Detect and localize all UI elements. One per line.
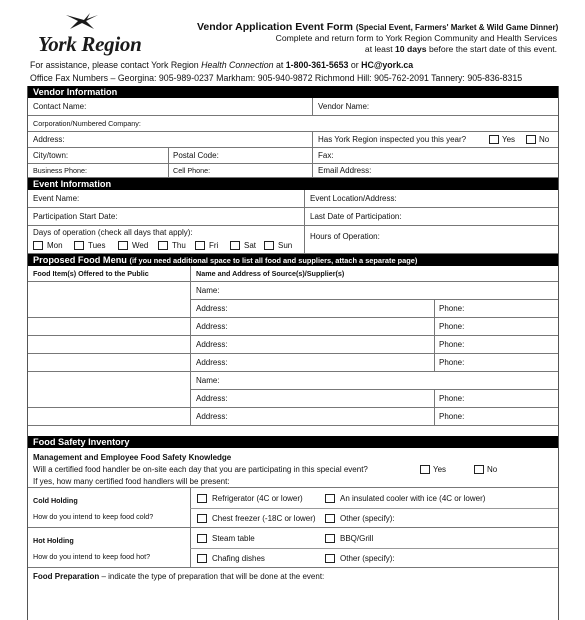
chest-freezer-checkbox[interactable] — [197, 514, 207, 523]
inspected-yes-label: Yes — [502, 135, 516, 144]
day-sun-checkbox[interactable] — [264, 241, 274, 250]
assistance-line: For assistance, please contact York Region Health Connection at 1-800-361-5653 or HC@york.ca — [30, 60, 414, 70]
inspected-yes-checkbox[interactable] — [489, 135, 499, 144]
day-thu-label: Thu — [172, 241, 186, 250]
company-field[interactable]: Corporation/Numbered Company: — [33, 119, 141, 128]
bbq-grill-checkbox[interactable] — [325, 534, 335, 543]
instruction-line-1: Complete and return form to York Region Community and Health Services — [275, 33, 557, 43]
steam-table-label: Steam table — [212, 534, 255, 543]
day-tues-checkbox[interactable] — [74, 241, 84, 250]
vendor-row-2 — [28, 116, 558, 132]
instruction-line-2: at least 10 days before the start date of this event. — [364, 44, 557, 54]
insulated-cooler-checkbox[interactable] — [325, 494, 335, 503]
fax-field[interactable]: Fax: — [318, 151, 334, 160]
vendor-row-4 — [28, 148, 558, 164]
contact-name-field[interactable]: Contact Name: — [33, 102, 87, 111]
food-preparation-title: Food Preparation — [33, 572, 100, 581]
logo-text: York Region — [38, 32, 142, 56]
hot-holding-block — [28, 528, 558, 568]
menu-note: (if you need additional space to list all food and suppliers, attach a separate page) — [129, 256, 418, 265]
supplier-phone-field[interactable]: Phone: — [439, 340, 465, 349]
event-row-2 — [28, 208, 558, 226]
event-row-3 — [28, 226, 558, 254]
certified-handler-question: Will a certified food handler be on-site each day that you are participating in this special event? — [33, 465, 368, 474]
menu-entry-5-name — [28, 372, 558, 390]
day-fri-checkbox[interactable] — [195, 241, 205, 250]
cold-holding-block — [28, 488, 558, 528]
form-header — [197, 22, 557, 55]
chafing-dishes-checkbox[interactable] — [197, 554, 207, 563]
refrigerator-checkbox[interactable] — [197, 494, 207, 503]
vendor-section-header: Vendor Information — [28, 86, 558, 98]
refrigerator-label: Refrigerator (4C or lower) — [212, 494, 303, 503]
steam-table-checkbox[interactable] — [197, 534, 207, 543]
inspected-no-label: No — [539, 135, 550, 144]
day-thu-checkbox[interactable] — [158, 241, 168, 250]
email-link[interactable]: HC@york.ca — [361, 60, 414, 70]
menu-entry-5-address — [28, 390, 558, 408]
supplier-phone-field[interactable]: Phone: — [439, 394, 465, 403]
day-sun-label: Sun — [278, 241, 293, 250]
postal-code-field[interactable]: Postal Code: — [173, 151, 219, 160]
event-section-header: Event Information — [28, 178, 558, 190]
day-tues-label: Tues — [88, 241, 106, 250]
menu-column-headers — [28, 266, 558, 282]
cold-holding-question: How do you intend to keep food cold? — [33, 512, 154, 521]
bbq-grill-label: BBQ/Grill — [340, 534, 374, 543]
email-field[interactable]: Email Address: — [318, 166, 372, 175]
supplier-phone-field[interactable]: Phone: — [439, 322, 465, 331]
menu-entry-2-address — [28, 318, 558, 336]
supplier-name-field[interactable]: Name: — [196, 376, 220, 385]
supplier-address-field[interactable]: Address: — [196, 340, 228, 349]
fax-numbers-line: Office Fax Numbers – Georgina: 905-989-0237 Markham: 905-940-9872 Richmond Hill: 905-762-2091 Tannery: 905-836-8315 — [30, 73, 523, 83]
supplier-address-field[interactable]: Address: — [196, 322, 228, 331]
vendor-row-5 — [28, 164, 558, 178]
city-field[interactable]: City/town: — [33, 151, 69, 160]
phone-number: 1-800-361-5653 — [285, 60, 349, 70]
day-sat-label: Sat — [244, 241, 257, 250]
application-form — [27, 86, 559, 620]
chafing-dishes-label: Chafing dishes — [212, 554, 265, 563]
supplier-address-field[interactable]: Address: — [196, 394, 228, 403]
supplier-phone-field[interactable]: Phone: — [439, 304, 465, 313]
inspected-question: Has York Region inspected you this year? — [318, 135, 467, 144]
supplier-column-header: Name and Address of Source(s)/Supplier(s) — [196, 269, 345, 278]
day-wed-checkbox[interactable] — [118, 241, 128, 250]
logo-mark-icon — [64, 12, 106, 32]
supplier-address-field[interactable]: Address: — [196, 304, 228, 313]
food-safety-knowledge-block — [28, 448, 558, 488]
vendor-name-field[interactable]: Vendor Name: — [318, 102, 370, 111]
day-wed-label: Wed — [132, 241, 149, 250]
days-of-operation-label: Days of operation (check all days that apply): — [33, 228, 193, 237]
start-date-field[interactable]: Participation Start Date: — [33, 212, 118, 221]
food-preparation-field[interactable] — [33, 572, 324, 582]
hours-of-operation-field[interactable]: Hours of Operation: — [310, 232, 380, 241]
certified-yes-checkbox[interactable] — [420, 465, 430, 474]
supplier-address-field[interactable]: Address: — [196, 358, 228, 367]
certified-no-checkbox[interactable] — [474, 465, 484, 474]
supplier-phone-field[interactable]: Phone: — [439, 358, 465, 367]
food-safety-section-header: Food Safety Inventory — [28, 436, 558, 448]
vendor-row-3 — [28, 132, 558, 148]
hot-holding-title: Hot Holding — [33, 536, 74, 545]
day-mon-checkbox[interactable] — [33, 241, 43, 250]
vendor-row-1 — [28, 98, 558, 116]
form-title — [197, 22, 557, 33]
form-subtitle: (Special Event, Farmers' Market & Wild Game Dinner) — [355, 23, 559, 32]
certified-no-label: No — [487, 465, 498, 474]
menu-entry-6-address — [28, 408, 558, 426]
menu-entry-4-address — [28, 354, 558, 372]
event-location-field[interactable]: Event Location/Address: — [310, 194, 397, 203]
knowledge-title: Management and Employee Food Safety Knowledge — [33, 453, 232, 462]
contact-info — [30, 59, 522, 85]
food-items-column-header: Food Item(s) Offered to the Public — [33, 269, 149, 278]
last-date-field[interactable]: Last Date of Participation: — [310, 212, 402, 221]
cold-other-checkbox[interactable] — [325, 514, 335, 523]
day-mon-label: Mon — [47, 241, 63, 250]
certified-yes-label: Yes — [433, 465, 447, 474]
menu-entry-3-address — [28, 336, 558, 354]
business-phone-field[interactable]: Business Phone: — [33, 166, 87, 175]
hot-other-label: Other (specify): — [340, 554, 395, 563]
menu-section-header — [28, 254, 558, 266]
menu-entry-1-name — [28, 282, 558, 300]
food-preparation-instructions: – indicate the type of preparation that will be done at the event: — [99, 572, 325, 581]
hot-other-checkbox[interactable] — [325, 554, 335, 563]
event-name-field[interactable]: Event Name: — [33, 194, 80, 203]
york-region-logo — [34, 12, 159, 54]
supplier-name-field[interactable]: Name: — [196, 286, 220, 295]
chest-freezer-label: Chest freezer (-18C or lower) — [212, 514, 316, 523]
cold-other-label: Other (specify): — [340, 514, 395, 523]
form-title-text: Vendor Application Event Form — [197, 21, 353, 33]
event-row-1 — [28, 190, 558, 208]
insulated-cooler-label: An insulated cooler with ice (4C or lower) — [340, 494, 486, 503]
cold-holding-title: Cold Holding — [33, 496, 78, 505]
day-fri-label: Fri — [209, 241, 219, 250]
cell-phone-field[interactable]: Cell Phone: — [173, 166, 211, 175]
inspected-no-checkbox[interactable] — [526, 135, 536, 144]
menu-entry-1-address — [28, 300, 558, 318]
menu-heading-text: Proposed Food Menu — [33, 255, 127, 265]
supplier-address-field[interactable]: Address: — [196, 412, 228, 421]
supplier-phone-field[interactable]: Phone: — [439, 412, 465, 421]
hot-holding-question: How do you intend to keep food hot? — [33, 552, 151, 561]
food-preparation-block — [28, 568, 558, 620]
how-many-handlers-field[interactable]: If yes, how many certified food handlers will be present: — [33, 477, 230, 486]
day-sat-checkbox[interactable] — [230, 241, 240, 250]
address-field[interactable]: Address: — [33, 135, 65, 144]
